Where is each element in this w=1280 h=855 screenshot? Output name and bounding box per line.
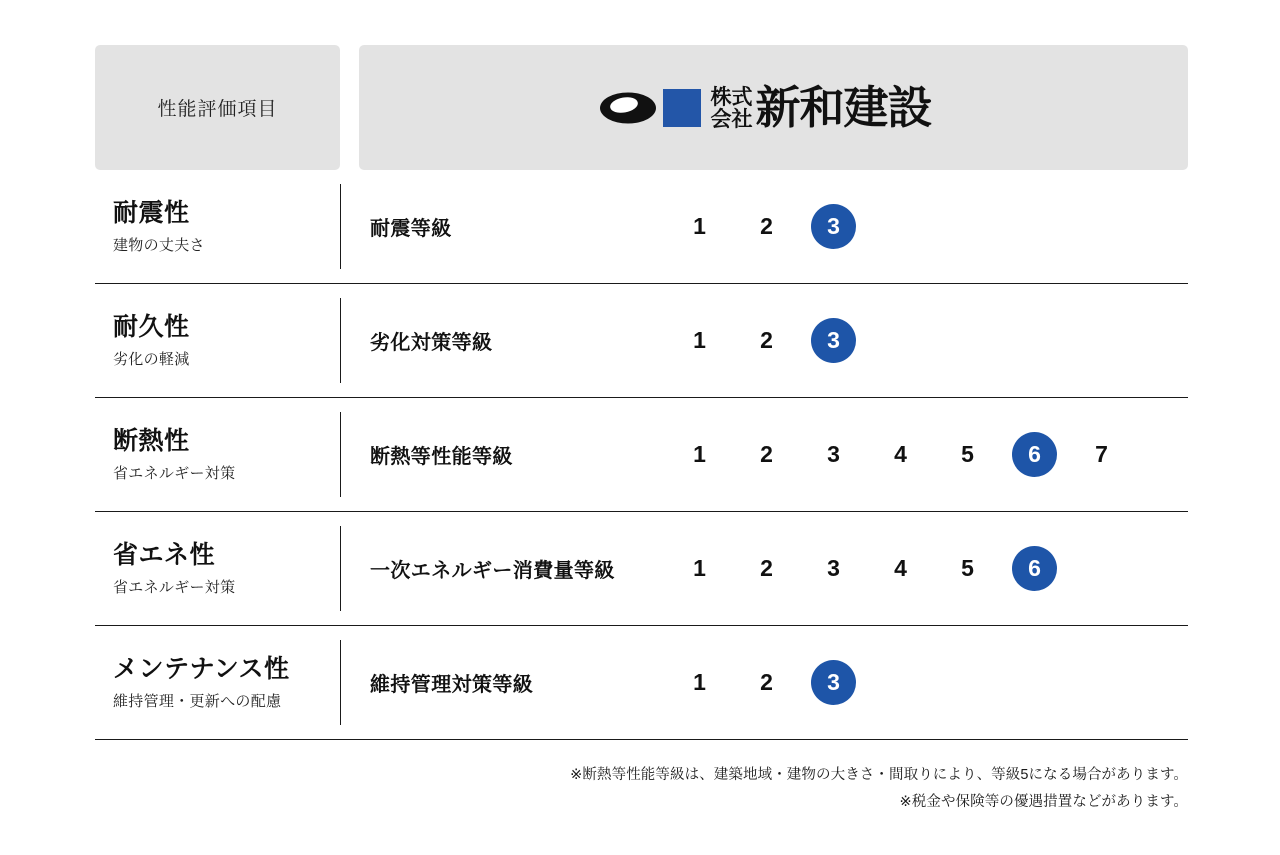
logo-company-name: 新和建設 [755,82,932,133]
grade-step: 4 [894,441,907,467]
grade-step: 5 [961,555,974,581]
category-title: 断熱性 [113,427,190,456]
row-category [95,540,340,596]
category-title: 耐久性 [113,313,190,342]
grade-label: 耐震等級 [370,218,452,240]
grade-label: 維持管理対策等級 [370,674,534,696]
grade-scale [666,318,867,363]
category-subtitle: 省エネルギー対策 [113,578,236,596]
grade-selected-disc: 3 [811,660,856,705]
logo-kabu-line2: 会社 [710,107,753,131]
header-logo-cell [359,45,1188,170]
grade-step: 2 [760,555,773,581]
grade-step: 1 [693,441,706,467]
grade-step: 4 [894,555,907,581]
table-header [95,45,1188,170]
grade-label: 劣化対策等級 [370,332,493,354]
grade-step: 2 [760,213,773,239]
grade-scale [666,204,867,249]
grade-step: 5 [961,441,974,467]
row-body [341,204,1188,249]
row-body [341,546,1188,591]
grade-step-selected [1001,546,1068,591]
logo-mark [599,86,701,130]
header-category-label: 性能評価項目 [157,99,278,120]
company-logo [599,82,932,133]
row-category [95,198,340,254]
grade-step: 2 [760,327,773,353]
table-row [95,512,1188,626]
grade-step: 2 [760,441,773,467]
category-subtitle: 劣化の軽減 [113,350,190,368]
footnote-2: ※税金や保険等の優遇措置などがあります。 [899,793,1188,810]
row-category [95,312,340,368]
grade-selected-disc: 3 [811,204,856,249]
logo-square-icon [663,89,701,127]
row-category [95,654,340,710]
category-title: 省エネ性 [113,541,216,570]
category-subtitle: 建物の丈夫さ [113,236,205,254]
grade-step-selected [1001,432,1068,477]
grade-label: 断熱等性能等級 [370,446,513,468]
grade-step: 1 [693,327,706,353]
category-subtitle: 維持管理・更新への配慮 [113,692,282,710]
grade-step: 1 [693,669,706,695]
category-title: メンテナンス性 [113,655,290,684]
grade-step-selected [800,204,867,249]
grade-step: 1 [693,555,706,581]
footnote-1: ※断熱等性能等級は、建築地域・建物の大きさ・間取りにより、等級5になる場合があります。 [570,767,1188,783]
rating-rows [95,170,1188,740]
grade-step: 3 [827,555,840,581]
grade-selected-disc: 6 [1012,546,1057,591]
row-body [341,432,1188,477]
grade-step: 3 [827,441,840,467]
table-row [95,626,1188,740]
grade-scale [666,660,867,705]
row-category [95,426,340,482]
grade-label: 一次エネルギー消費量等級 [370,560,615,582]
table-row [95,398,1188,512]
grade-step: 1 [693,213,706,239]
grade-step-selected [800,660,867,705]
table-row [95,170,1188,284]
row-body [341,318,1188,363]
footnotes [570,762,1188,816]
logo-kabu-line1: 株式 [710,85,753,109]
grade-scale [666,432,1135,477]
logo-text [710,82,932,133]
row-body [341,660,1188,705]
logo-ellipse-icon [599,86,657,130]
grade-step-selected [800,318,867,363]
category-title: 耐震性 [113,199,190,228]
logo-kabushikigaisha [710,85,752,131]
grade-step: 2 [760,669,773,695]
category-subtitle: 省エネルギー対策 [113,464,236,482]
grade-scale [666,546,1068,591]
grade-step: 7 [1095,441,1108,467]
grade-selected-disc: 6 [1012,432,1057,477]
grade-selected-disc: 3 [811,318,856,363]
table-row [95,284,1188,398]
header-category-cell [95,45,340,170]
